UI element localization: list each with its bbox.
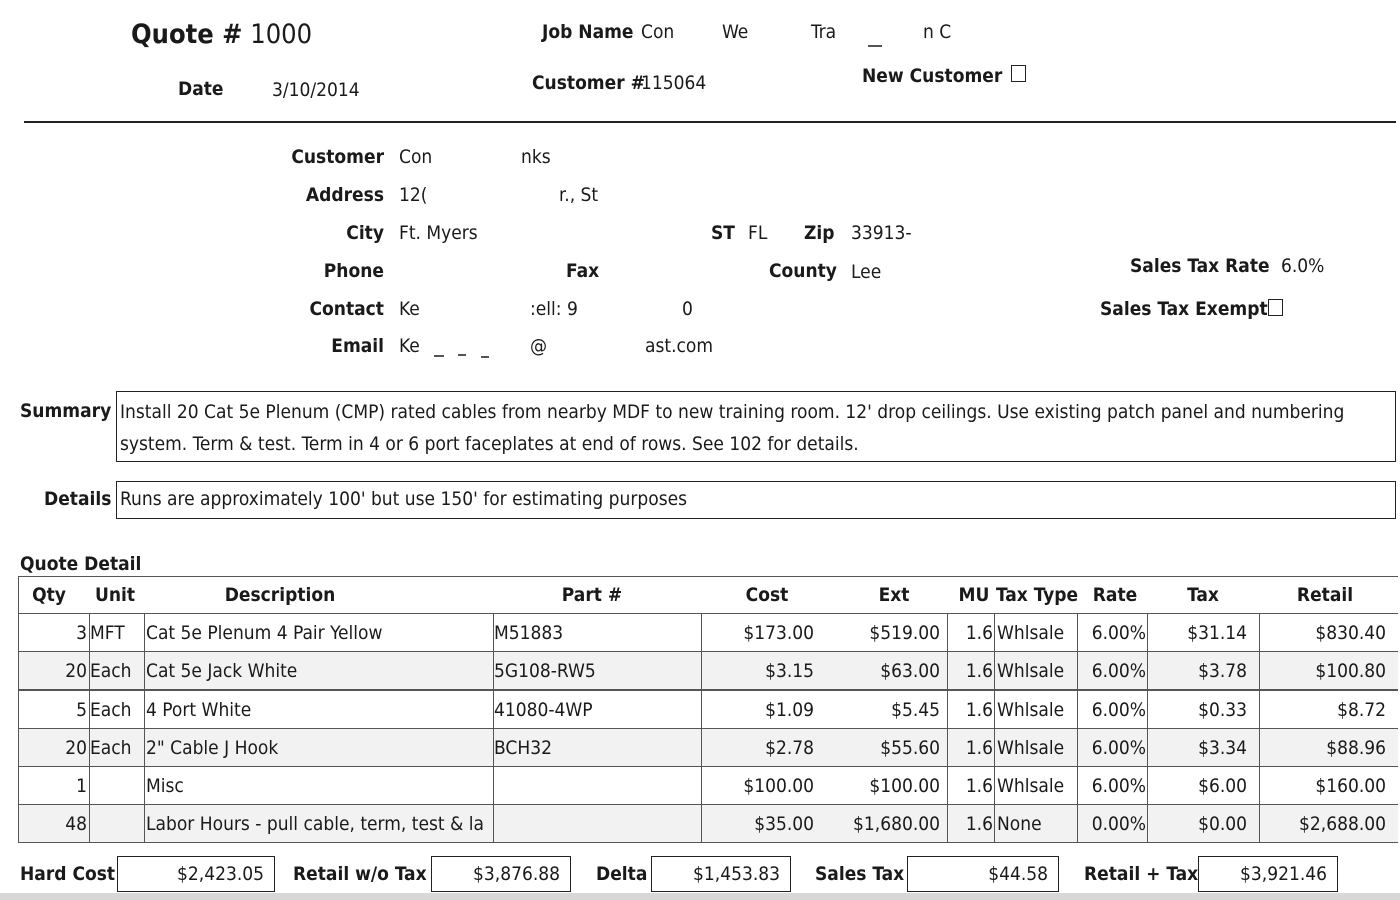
table-bottom-border bbox=[18, 842, 1398, 843]
cell-tax-type[interactable]: Whlsale bbox=[997, 622, 1065, 644]
col-header-tax-type: Tax Type bbox=[996, 584, 1079, 606]
cell-qty[interactable]: 20 bbox=[65, 737, 87, 759]
city-value[interactable]: Ft. Myers bbox=[399, 222, 478, 244]
retail-plus-tax-label: Retail + Tax bbox=[1084, 863, 1199, 885]
summary-label: Summary bbox=[20, 400, 112, 422]
cell-mu[interactable]: 1.6 bbox=[965, 775, 993, 797]
hard-cost-label: Hard Cost bbox=[20, 863, 116, 885]
county-label: County bbox=[769, 260, 837, 282]
column-divider bbox=[1147, 614, 1148, 843]
cell-tax[interactable]: $0.33 bbox=[1198, 699, 1247, 721]
cell-rate[interactable]: 6.00% bbox=[1091, 660, 1146, 682]
cell-rate[interactable]: 6.00% bbox=[1091, 775, 1146, 797]
job-name-part-3[interactable]: Tra bbox=[811, 21, 837, 43]
cell-rate[interactable]: 6.00% bbox=[1091, 622, 1146, 644]
state-value[interactable]: FL bbox=[748, 222, 768, 244]
col-header-mu: MU bbox=[958, 584, 990, 606]
customer-number-label: Customer # bbox=[532, 72, 645, 94]
cell-retail[interactable]: $100.80 bbox=[1315, 660, 1386, 682]
redaction-mark bbox=[434, 355, 444, 357]
cell-ext[interactable]: $519.00 bbox=[869, 622, 940, 644]
sales-tax-exempt-label: Sales Tax Exempt bbox=[1100, 298, 1268, 320]
cell-qty[interactable]: 1 bbox=[76, 775, 87, 797]
col-header-retail: Retail bbox=[1296, 584, 1354, 606]
email-part-2[interactable]: @ bbox=[530, 335, 548, 357]
email-label: Email bbox=[331, 335, 384, 357]
quote-number[interactable]: 1000 bbox=[250, 19, 313, 50]
quote-label: Quote # bbox=[131, 19, 243, 50]
date-label: Date bbox=[178, 78, 224, 100]
table-row[interactable] bbox=[18, 652, 1398, 690]
customer-name-part-2[interactable]: nks bbox=[521, 146, 551, 168]
cell-unit[interactable] bbox=[90, 767, 144, 805]
cell-part[interactable] bbox=[494, 767, 700, 805]
quote-detail-title: Quote Detail bbox=[20, 553, 142, 575]
job-name-part-2[interactable]: We bbox=[722, 21, 749, 43]
table-row[interactable] bbox=[18, 805, 1398, 843]
cell-part[interactable] bbox=[494, 805, 700, 843]
cell-qty[interactable]: 20 bbox=[65, 660, 87, 682]
contact-part-3[interactable]: 0 bbox=[682, 298, 693, 320]
zip-value[interactable]: 33913- bbox=[851, 222, 912, 244]
sales-tax-field[interactable]: $44.58 bbox=[907, 856, 1059, 892]
cell-rate[interactable]: 6.00% bbox=[1091, 699, 1146, 721]
retail-plus-tax-field[interactable]: $3,921.46 bbox=[1198, 856, 1338, 892]
cell-description[interactable]: Labor Hours - pull cable, term, test & la bbox=[146, 813, 484, 835]
cell-mu[interactable]: 1.6 bbox=[965, 660, 993, 682]
cell-ext[interactable]: $5.45 bbox=[891, 699, 940, 721]
contact-part-2[interactable]: :ell: 9 bbox=[530, 298, 578, 320]
col-header-description: Description bbox=[224, 584, 336, 606]
address-part-1[interactable]: 12( bbox=[399, 184, 428, 206]
sales-tax-label: Sales Tax bbox=[815, 863, 905, 885]
cell-cost[interactable]: $1.09 bbox=[765, 699, 814, 721]
cell-part[interactable]: M51883 bbox=[494, 622, 564, 644]
table-row[interactable] bbox=[18, 691, 1398, 729]
column-divider bbox=[144, 614, 145, 843]
details-textbox[interactable]: Runs are approximately 100' but use 150' for estimating purposes bbox=[116, 481, 1396, 519]
cell-part[interactable]: 5G108-RW5 bbox=[494, 660, 596, 682]
cell-tax[interactable]: $0.00 bbox=[1198, 813, 1247, 835]
summary-textbox[interactable]: Install 20 Cat 5e Plenum (CMP) rated cables from nearby MDF to new training room. 12' drop ceilings. Use existing patch panel and numbering system. Term & test. Term in 4 or 6 port faceplates at end of rows. See 102 for details. bbox=[116, 391, 1396, 462]
new-customer-label: New Customer bbox=[862, 65, 1003, 87]
column-divider bbox=[1077, 614, 1078, 843]
cell-tax[interactable]: $3.34 bbox=[1198, 737, 1247, 759]
cell-ext[interactable]: $100.00 bbox=[869, 775, 940, 797]
cell-unit[interactable]: MFT bbox=[90, 622, 125, 644]
fax-label: Fax bbox=[566, 260, 600, 282]
col-header-unit: Unit bbox=[94, 584, 136, 606]
redaction-mark bbox=[868, 45, 882, 47]
email-part-3[interactable]: ast.com bbox=[645, 335, 714, 357]
redaction-mark bbox=[458, 354, 466, 356]
cell-retail[interactable]: $2,688.00 bbox=[1299, 813, 1386, 835]
hard-cost-field[interactable]: $2,423.05 bbox=[117, 856, 275, 892]
cell-cost[interactable]: $173.00 bbox=[743, 622, 814, 644]
cell-mu[interactable]: 1.6 bbox=[965, 813, 993, 835]
cell-tax-type[interactable]: Whlsale bbox=[997, 699, 1065, 721]
redaction-mark bbox=[481, 356, 489, 358]
cell-mu[interactable]: 1.6 bbox=[965, 737, 993, 759]
cell-tax-type[interactable]: Whlsale bbox=[997, 775, 1065, 797]
column-divider bbox=[994, 614, 995, 843]
col-header-ext: Ext bbox=[878, 584, 910, 606]
address-part-2[interactable]: r., St bbox=[559, 184, 599, 206]
contact-part-1[interactable]: Ke bbox=[399, 298, 420, 320]
sales-tax-exempt-checkbox[interactable] bbox=[1268, 299, 1283, 316]
cell-part[interactable]: 41080-4WP bbox=[494, 699, 593, 721]
cell-unit[interactable]: Each bbox=[90, 660, 132, 682]
quote-detail-table bbox=[18, 576, 1398, 843]
table-row[interactable] bbox=[18, 729, 1398, 767]
cell-qty[interactable]: 5 bbox=[76, 699, 87, 721]
column-divider bbox=[1259, 614, 1260, 843]
delta-field[interactable]: $1,453.83 bbox=[651, 856, 791, 892]
cell-rate[interactable]: 6.00% bbox=[1091, 737, 1146, 759]
cell-retail[interactable]: $8.72 bbox=[1337, 699, 1386, 721]
column-divider bbox=[493, 614, 494, 843]
email-part-1[interactable]: Ke bbox=[399, 335, 420, 357]
delta-label: Delta bbox=[596, 863, 648, 885]
cell-mu[interactable]: 1.6 bbox=[965, 622, 993, 644]
cell-description[interactable]: Cat 5e Plenum 4 Pair Yellow bbox=[146, 622, 383, 644]
col-header-tax: Tax bbox=[1187, 584, 1219, 606]
cell-retail[interactable]: $160.00 bbox=[1315, 775, 1386, 797]
cell-description[interactable]: 4 Port White bbox=[146, 699, 252, 721]
zip-label: Zip bbox=[804, 222, 835, 244]
cell-cost[interactable]: $2.78 bbox=[765, 737, 814, 759]
customer-name-part-1[interactable]: Con bbox=[399, 146, 433, 168]
cell-retail[interactable]: $88.96 bbox=[1326, 737, 1386, 759]
sales-tax-rate-value[interactable]: 6.0% bbox=[1281, 255, 1325, 277]
column-divider bbox=[701, 614, 702, 843]
retail-wo-tax-label: Retail w/o Tax bbox=[293, 863, 427, 885]
column-divider bbox=[947, 614, 948, 843]
contact-label: Contact bbox=[309, 298, 384, 320]
cell-description[interactable]: 2" Cable J Hook bbox=[146, 737, 279, 759]
cell-rate[interactable]: 0.00% bbox=[1091, 813, 1146, 835]
cell-unit[interactable]: Each bbox=[90, 737, 132, 759]
details-label: Details bbox=[44, 488, 112, 510]
cell-ext[interactable]: $1,680.00 bbox=[853, 813, 940, 835]
quote-title bbox=[131, 19, 312, 50]
date-value[interactable]: 3/10/2014 bbox=[272, 79, 360, 101]
cell-part[interactable]: BCH32 bbox=[494, 737, 552, 759]
cell-tax-type[interactable]: None bbox=[997, 813, 1042, 835]
cell-cost[interactable]: $35.00 bbox=[754, 813, 814, 835]
table-row[interactable] bbox=[18, 614, 1398, 652]
cell-description[interactable]: Misc bbox=[146, 775, 184, 797]
bottom-scrollbar[interactable] bbox=[0, 893, 1400, 900]
col-header-qty: Qty bbox=[32, 584, 66, 606]
cell-description[interactable]: Cat 5e Jack White bbox=[146, 660, 298, 682]
cell-cost[interactable]: $100.00 bbox=[743, 775, 814, 797]
cell-unit[interactable]: Each bbox=[90, 699, 132, 721]
col-header-part: Part # bbox=[561, 584, 623, 606]
table-header-row bbox=[18, 576, 1398, 614]
state-label: ST bbox=[711, 222, 735, 244]
cell-ext[interactable]: $63.00 bbox=[880, 660, 940, 682]
county-value[interactable]: Lee bbox=[851, 261, 882, 283]
cell-unit[interactable] bbox=[90, 805, 144, 843]
address-label: Address bbox=[305, 184, 384, 206]
customer-number-value[interactable]: 115064 bbox=[641, 72, 707, 94]
cell-cost[interactable]: $3.15 bbox=[765, 660, 814, 682]
table-row[interactable] bbox=[18, 767, 1398, 805]
city-label: City bbox=[346, 222, 384, 244]
col-header-rate: Rate bbox=[1092, 584, 1138, 606]
column-divider bbox=[18, 576, 19, 843]
customer-label: Customer bbox=[291, 146, 384, 168]
cell-tax[interactable]: $3.78 bbox=[1198, 660, 1247, 682]
cell-tax[interactable]: $31.14 bbox=[1187, 622, 1247, 644]
col-header-cost: Cost bbox=[745, 584, 789, 606]
column-divider bbox=[89, 614, 90, 843]
phone-label: Phone bbox=[323, 260, 384, 282]
job-name-label: Job Name bbox=[542, 21, 634, 43]
header-divider bbox=[24, 121, 1396, 123]
cell-tax[interactable]: $6.00 bbox=[1198, 775, 1247, 797]
cell-qty[interactable]: 3 bbox=[76, 622, 87, 644]
cell-tax-type[interactable]: Whlsale bbox=[997, 660, 1065, 682]
new-customer-checkbox[interactable] bbox=[1011, 65, 1026, 82]
job-name-part-4[interactable]: n C bbox=[923, 21, 952, 43]
job-name-part-1[interactable]: Con bbox=[641, 21, 675, 43]
cell-mu[interactable]: 1.6 bbox=[965, 699, 993, 721]
cell-tax-type[interactable]: Whlsale bbox=[997, 737, 1065, 759]
retail-wo-tax-field[interactable]: $3,876.88 bbox=[431, 856, 571, 892]
cell-ext[interactable]: $55.60 bbox=[880, 737, 940, 759]
sales-tax-rate-label: Sales Tax Rate bbox=[1130, 255, 1270, 277]
cell-qty[interactable]: 48 bbox=[65, 813, 87, 835]
cell-retail[interactable]: $830.40 bbox=[1315, 622, 1386, 644]
